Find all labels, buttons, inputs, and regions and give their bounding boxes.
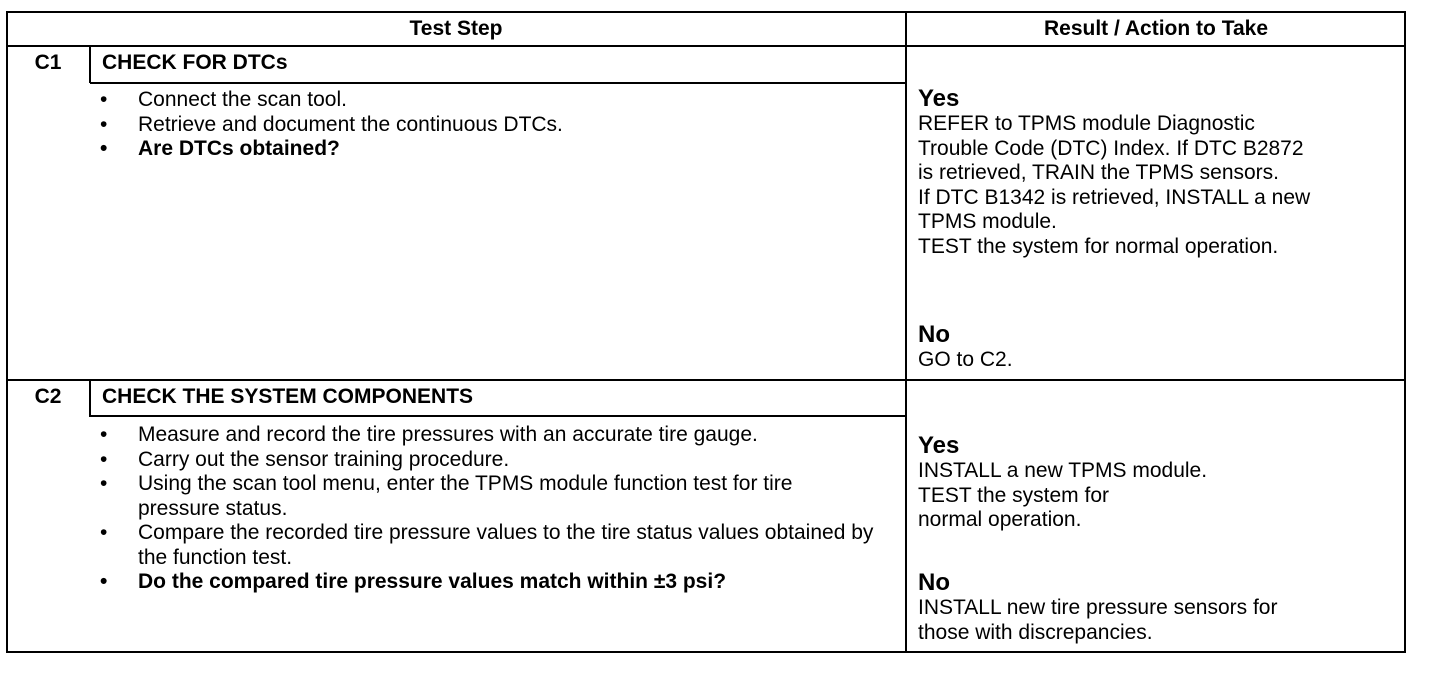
- step-instructions: [100, 88, 890, 162]
- result-line: is retrieved, TRAIN the TPMS sensors.: [918, 161, 1280, 184]
- result-line: INSTALL a new TPMS module.: [918, 459, 1208, 482]
- step-id: C2: [34, 385, 62, 408]
- result-yes: [918, 433, 1207, 533]
- title-rule-c1: [90, 82, 905, 84]
- step-title: CHECK THE SYSTEM COMPONENTS: [102, 385, 474, 408]
- result-no: [918, 322, 1013, 373]
- row-divider-c2: [6, 379, 1406, 381]
- instruction-item: • Using the scan tool menu, enter the TPMS module function test for tire pressure status.: [100, 472, 875, 521]
- result-line: TEST the system for: [918, 483, 1109, 507]
- step-instructions: [100, 423, 875, 595]
- instruction-item: • Measure and record the tire pressures with an accurate tire gauge.: [100, 423, 875, 448]
- result-line: TEST the system for normal operation.: [918, 234, 1279, 258]
- instruction-item: • Connect the scan tool.: [100, 88, 890, 113]
- result-line: If DTC B1342 is retrieved, INSTALL a new: [918, 185, 1311, 209]
- header-divider: [6, 45, 1406, 47]
- yes-label: Yes: [918, 432, 960, 459]
- instruction-item: • Compare the recorded tire pressure values to the tire status values obtained by the function test.: [100, 521, 875, 570]
- result-no: [918, 570, 1277, 645]
- result-line: INSTALL new tire pressure sensors for: [918, 596, 1278, 619]
- column-divider: [905, 11, 907, 653]
- result-line: normal operation.: [918, 508, 1082, 531]
- result-line: GO to C2.: [918, 348, 1013, 371]
- step-question: • Do the compared tire pressure values match within ±3 psi?: [100, 570, 875, 595]
- result-line: TPMS module.: [918, 210, 1057, 233]
- header-result-action: Result / Action to Take: [1043, 17, 1269, 40]
- no-label: No: [918, 321, 950, 348]
- title-rule-c2: [90, 415, 905, 417]
- yes-label: Yes: [918, 85, 960, 112]
- step-id: C1: [34, 51, 62, 74]
- header-test-step: Test Step: [409, 17, 503, 40]
- result-line: Trouble Code (DTC) Index. If DTC B2872: [918, 136, 1304, 160]
- result-line: REFER to TPMS module Diagnostic: [918, 112, 1255, 135]
- step-title: CHECK FOR DTCs: [102, 51, 288, 74]
- instruction-item: • Carry out the sensor training procedure.: [100, 448, 875, 473]
- result-yes: [918, 86, 1310, 259]
- instruction-item: • Retrieve and document the continuous DTCs.: [100, 113, 890, 138]
- result-line: those with discrepancies.: [918, 620, 1153, 644]
- step-question: • Are DTCs obtained?: [100, 137, 890, 162]
- no-label: No: [918, 569, 950, 596]
